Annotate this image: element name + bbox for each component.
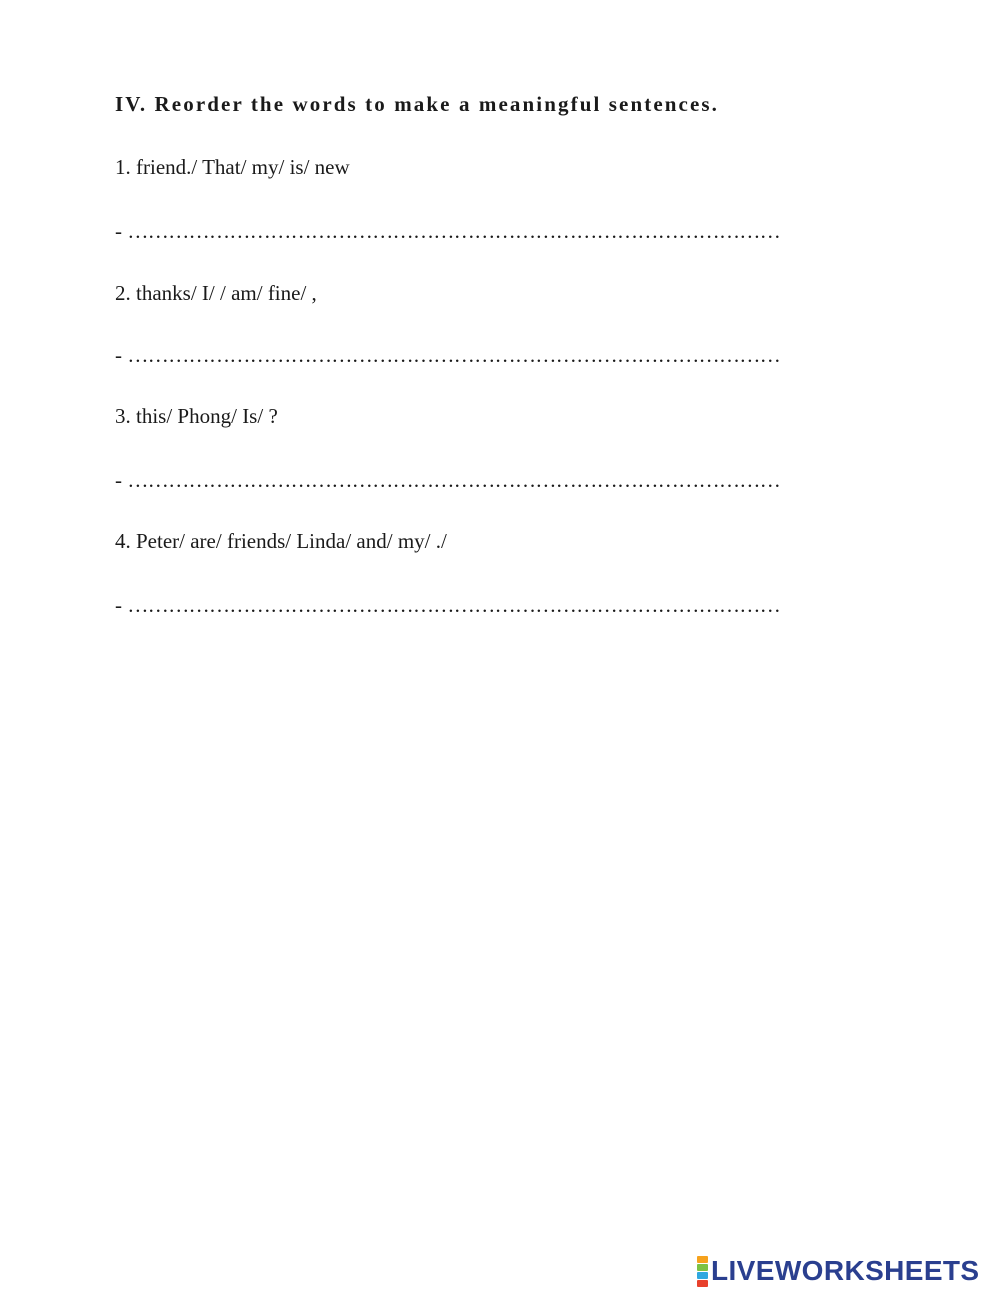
liveworksheets-logo: [697, 1256, 980, 1286]
question-2-answer-line[interactable]: [115, 343, 787, 368]
question-2-prompt: 2. thanks/ I/ / am/ fine/ ,: [115, 281, 317, 305]
question-4-prompt: 4. Peter/ are/ friends/ Linda/ and/ my/ ./: [115, 529, 447, 553]
logo-block-red: [697, 1280, 708, 1287]
answer-dash: -: [115, 593, 122, 617]
question-4-answer-line[interactable]: [115, 593, 787, 618]
answer-blank[interactable]: ……………………………………………………………………………………: [127, 343, 781, 367]
question-3-prompt: 3. this/ Phong/ Is/ ?: [115, 404, 278, 428]
logo-text: LIVEWORKSHEETS: [711, 1255, 980, 1286]
logo-block-green: [697, 1264, 708, 1271]
logo-block-orange: [697, 1256, 708, 1263]
answer-blank[interactable]: ……………………………………………………………………………………: [127, 593, 781, 617]
answer-blank[interactable]: ……………………………………………………………………………………: [127, 468, 781, 492]
answer-dash: -: [115, 468, 122, 492]
question-1-answer-line[interactable]: [115, 219, 787, 244]
liveworksheets-logo-icon: [697, 1256, 708, 1287]
logo-block-blue: [697, 1272, 708, 1279]
answer-dash: -: [115, 219, 122, 243]
question-1-prompt: 1. friend./ That/ my/ is/ new: [115, 155, 350, 179]
section-title: IV. Reorder the words to make a meaningful sentences.: [115, 92, 719, 116]
question-3-answer-line[interactable]: [115, 468, 787, 493]
answer-dash: -: [115, 343, 122, 367]
answer-blank[interactable]: ……………………………………………………………………………………: [127, 219, 781, 243]
